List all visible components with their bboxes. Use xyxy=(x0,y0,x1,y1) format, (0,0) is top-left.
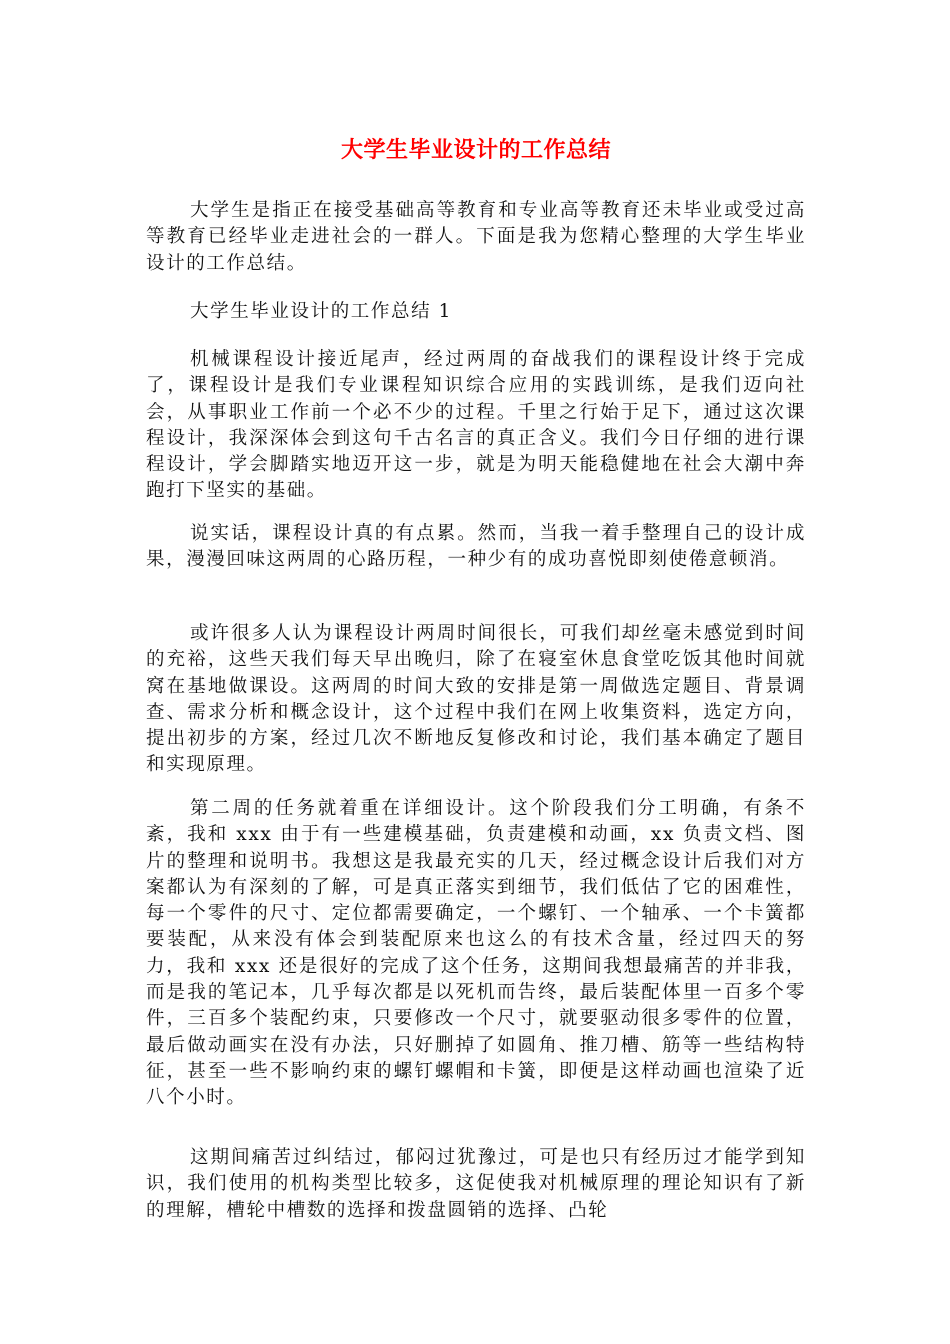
body-paragraph: 机械课程设计接近尾声，经过两周的奋战我们的课程设计终于完成了，课程设计是我们专业课程知识综合应用的实践训练，是我们迈向社会，从事职业工作前一个必不少的过程。千里之行始于足下，通过这次课程设计，我深深体会到这句千古名言的真正含义。我们今日仔细的进行课程设计，学会脚踏实地迈开这一步，就是为明天能稳健地在社会大潮中奔跑打下坚实的基础。 xyxy=(146,349,806,502)
body-paragraph: 第二周的任务就着重在详细设计。这个阶段我们分工明确，有条不紊，我和 xxx 由于有一些建模基础，负责建模和动画，xx 负责文档、图片的整理和说明书。我想这是我最充实的几天，经过概念设计后我们对方案都认为有深刻的了解，可是真正落实到细节，我们低估了它的困难性，每一个零件的尺寸、定位都需要确定，一个螺钉、一个轴承、一个卡簧都要装配，从来没有体会到装配原来也这么的有技术含量，经过四天的努力，我和 xxx 还是很好的完成了这个任务，这期间我想最痛苦的并非我，而是我的笔记本，几乎每次都是以死机而告终，最后装配体里一百多个零件，三百多个装配约束，只要修改一个尺寸，就要驱动很多零件的位置，最后做动画实在没有办法，只好删掉了如圆角、推刀槽、筋等一些结构特征，甚至一些不影响约束的螺钉螺帽和卡簧，即便是这样动画也渲染了近八个小时。 xyxy=(146,798,806,1109)
document-page xyxy=(146,0,806,1344)
intro-paragraph: 大学生是指正在接受基础高等教育和专业高等教育还未毕业或受过高等教育已经毕业走进社会的一群人。下面是我为您精心整理的大学生毕业设计的工作总结。 xyxy=(146,200,806,274)
document-title: 大学生毕业设计的工作总结 xyxy=(340,138,611,163)
section-heading: 大学生毕业设计的工作总结 1 xyxy=(190,301,453,322)
body-paragraph: 这期间痛苦过纠结过，郁闷过犹豫过，可是也只有经历过才能学到知识，我们使用的机构类型比较多，这促使我对机械原理的理论知识有了新的理解，槽轮中槽数的选择和拨盘圆销的选择、凸轮 xyxy=(146,1147,806,1221)
body-paragraph: 或许很多人认为课程设计两周时间很长，可我们却丝毫未感觉到时间的充裕，这些天我们每天早出晚归，除了在寝室休息食堂吃饭其他时间就窝在基地做课设。这两周的时间大致的安排是第一周做选定题目、背景调查、需求分析和概念设计，这个过程中我们在网上收集资料，选定方向，提出初步的方案，经过几次不断地反复修改和讨论，我们基本确定了题目和实现原理。 xyxy=(146,623,806,776)
body-paragraph: 说实话，课程设计真的有点累。然而，当我一着手整理自己的设计成果，漫漫回味这两周的心路历程，一种少有的成功喜悦即刻使倦意顿消。 xyxy=(146,523,806,571)
